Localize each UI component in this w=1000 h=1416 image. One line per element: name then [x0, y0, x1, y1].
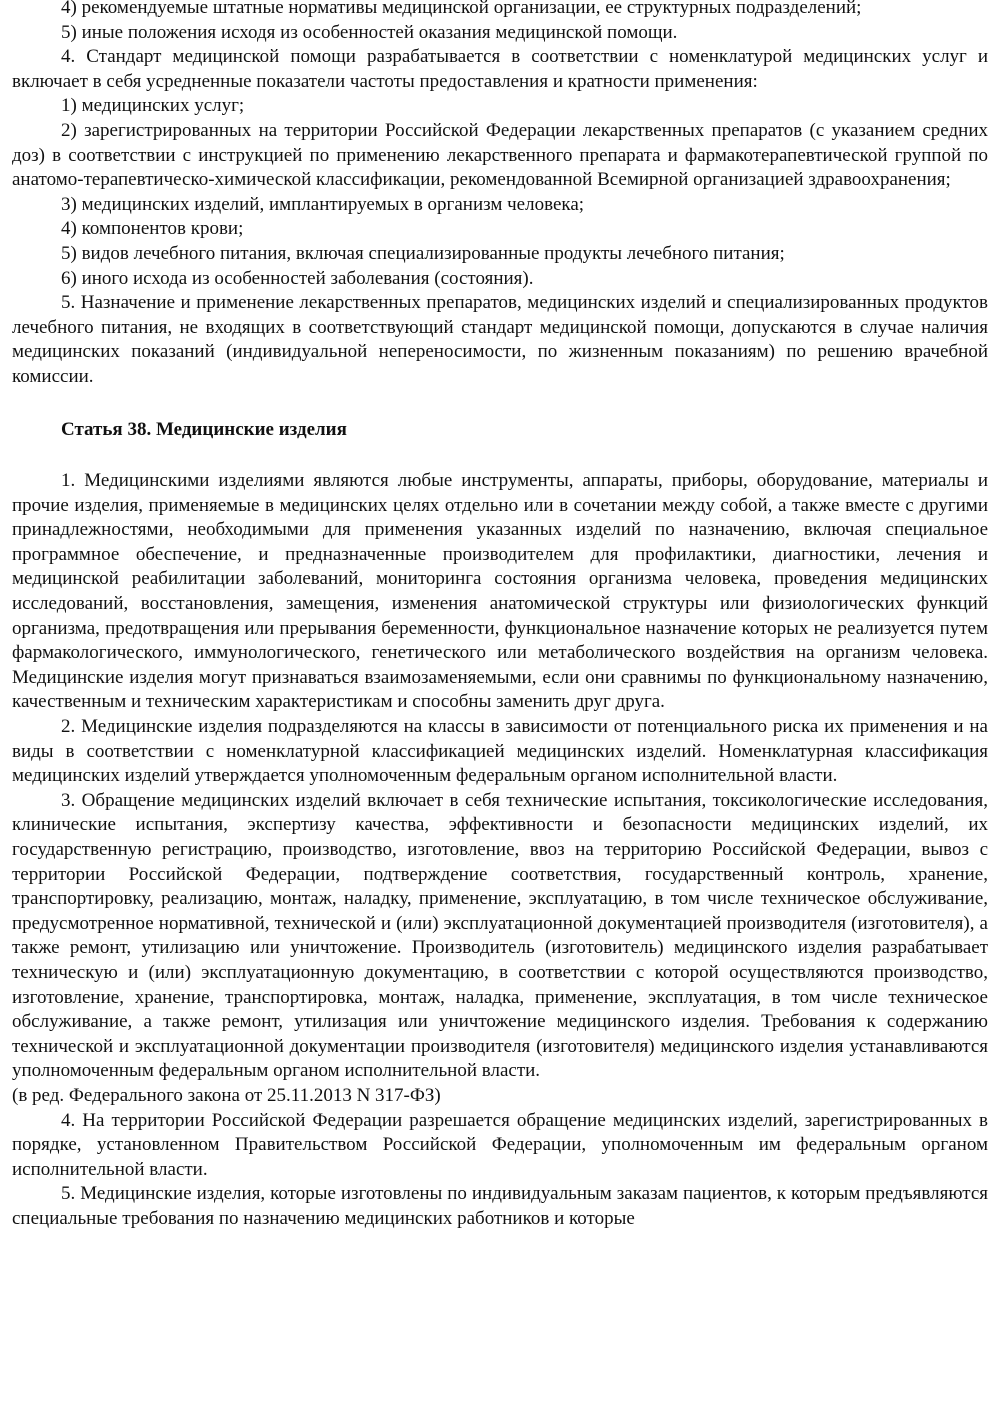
article-paragraph-3: 3. Обращение медицинских изделий включает в себя технические испытания, токсикологические исследования, клинические испытания, экспертизу качества, эффективности и безопасности медицинских изделий, их государственную регистрацию, производство, изготовление, ввоз на территорию Российской Федерации, вывоз с территории Российской Федерации, подтверждение соответствия, государственный контроль, хранение, транспортировку, реализацию, монтаж, наладку, применение, эксплуатацию, в том числе техническое обслуживание, предусмотренное нормативной, технической и (или) эксплуатационной документацией производителя (изготовителя), а также ремонт, утилизацию или уничтожение. Производитель (изготовитель) медицинского изделия разрабатывает техническую и (или) эксплуатационную документацию, в соответствии с которой осуществляются производство, изготовление, хранение, транспортировка, монтаж, наладка, применение, эксплуатация, в том числе техническое обслуживание, а также ремонт, утилизация или уничтожение медицинского изделия. Требования к содержанию технической и эксплуатационной документации производителя (изготовителя) медицинского изделия устанавливаются уполномоченным федеральным органом исполнительной власти. [12, 789, 988, 1082]
list-item-medical-services: 1) медицинских услуг; [61, 95, 245, 117]
paragraph-standard-4: 4. Стандарт медицинской помощи разрабатывается в соответствии с номенклатурой медицинских услуг и включает в себя усредненные показатели частоты предоставления и кратности применения: [12, 46, 988, 92]
list-item-nutrition: 5) видов лечебного питания, включая специализированные продукты лечебного питания; [61, 242, 785, 264]
list-item-blood-components: 4) компонентов крови; [61, 218, 244, 240]
list-item-implants: 3) медицинских изделий, имплантируемых в организм человека; [61, 193, 585, 215]
amendment-note: (в ред. Федерального закона от 25.11.2013 N 317-ФЗ) [12, 1084, 441, 1106]
document-page [12, 0, 988, 1232]
list-item-staff-norms: 4) рекомендуемые штатные нормативы медицинской организации, ее структурных подразделений; [61, 0, 862, 18]
article-heading: Статья 38. Медицинские изделия [61, 418, 347, 440]
article-paragraph-1: 1. Медицинскими изделиями являются любые инструменты, аппараты, приборы, оборудование, материалы и прочие изделия, применяемые в медицинских целях отдельно или в сочетании между собой, а также вместе с другими принадлежностями, необходимыми для применения указанных изделий по назначению, включая специальное программное обеспечение, и предназначенные производителем для профилактики, диагностики, лечения и медицинской реабилитации заболеваний, мониторинга состояния организма человека, проведения медицинских исследований, восстановления, замещения, изменения анатомической структуры или физиологических функций организма, предотвращения или прерывания беременности, функциональное назначение которых не реализуется путем фармакологического, иммунологического, генетического или метаболического воздействия на организм человека. Медицинские изделия могут признаваться взаимозаменяемыми, если они сравнимы по функциональному назначению, качественным и техническим характеристикам и способны заменить друг друга. [12, 470, 988, 713]
list-item-other-conditions: 6) иного исхода из особенностей заболевания (состояния). [61, 267, 534, 289]
list-item-drugs: 2) зарегистрированных на территории Российской Федерации лекарственных препаратов (с указанием средних доз) в соответствии с инструкцией по применению лекарственного препарата и фармакотерапевтической группой по анатомо-терапевтическо-химической классификации, рекомендованной Всемирной организацией здравоохранения; [12, 119, 988, 191]
article-paragraph-4: 4. На территории Российской Федерации разрешается обращение медицинских изделий, зарегистрированных в порядке, установленном Правительством Российской Федерации, уполномоченным им федеральным органом исполнительной власти. [12, 1109, 988, 1180]
article-paragraph-5: 5. Медицинские изделия, которые изготовлены по индивидуальным заказам пациентов, к которым предъявляются специальные требования по назначению медицинских работников и которые [12, 1183, 988, 1229]
article-paragraph-2: 2. Медицинские изделия подразделяются на классы в зависимости от потенциального риска их применения и на виды в соответствии с номенклатурной классификацией медицинских изделий. Номенклатурная классификация медицинских изделий утверждается уполномоченным федеральным органом исполнительной власти. [12, 716, 988, 787]
paragraph-standard-5: 5. Назначение и применение лекарственных препаратов, медицинских изделий и специализированных продуктов лечебного питания, не входящих в соответствующий стандарт медицинской помощи, допускаются в случае наличия медицинских показаний (индивидуальной непереносимости, по жизненным показаниям) по решению врачебной комиссии. [12, 292, 988, 387]
list-item-other-provisions: 5) иные положения исходя из особенностей оказания медицинской помощи. [61, 21, 678, 43]
